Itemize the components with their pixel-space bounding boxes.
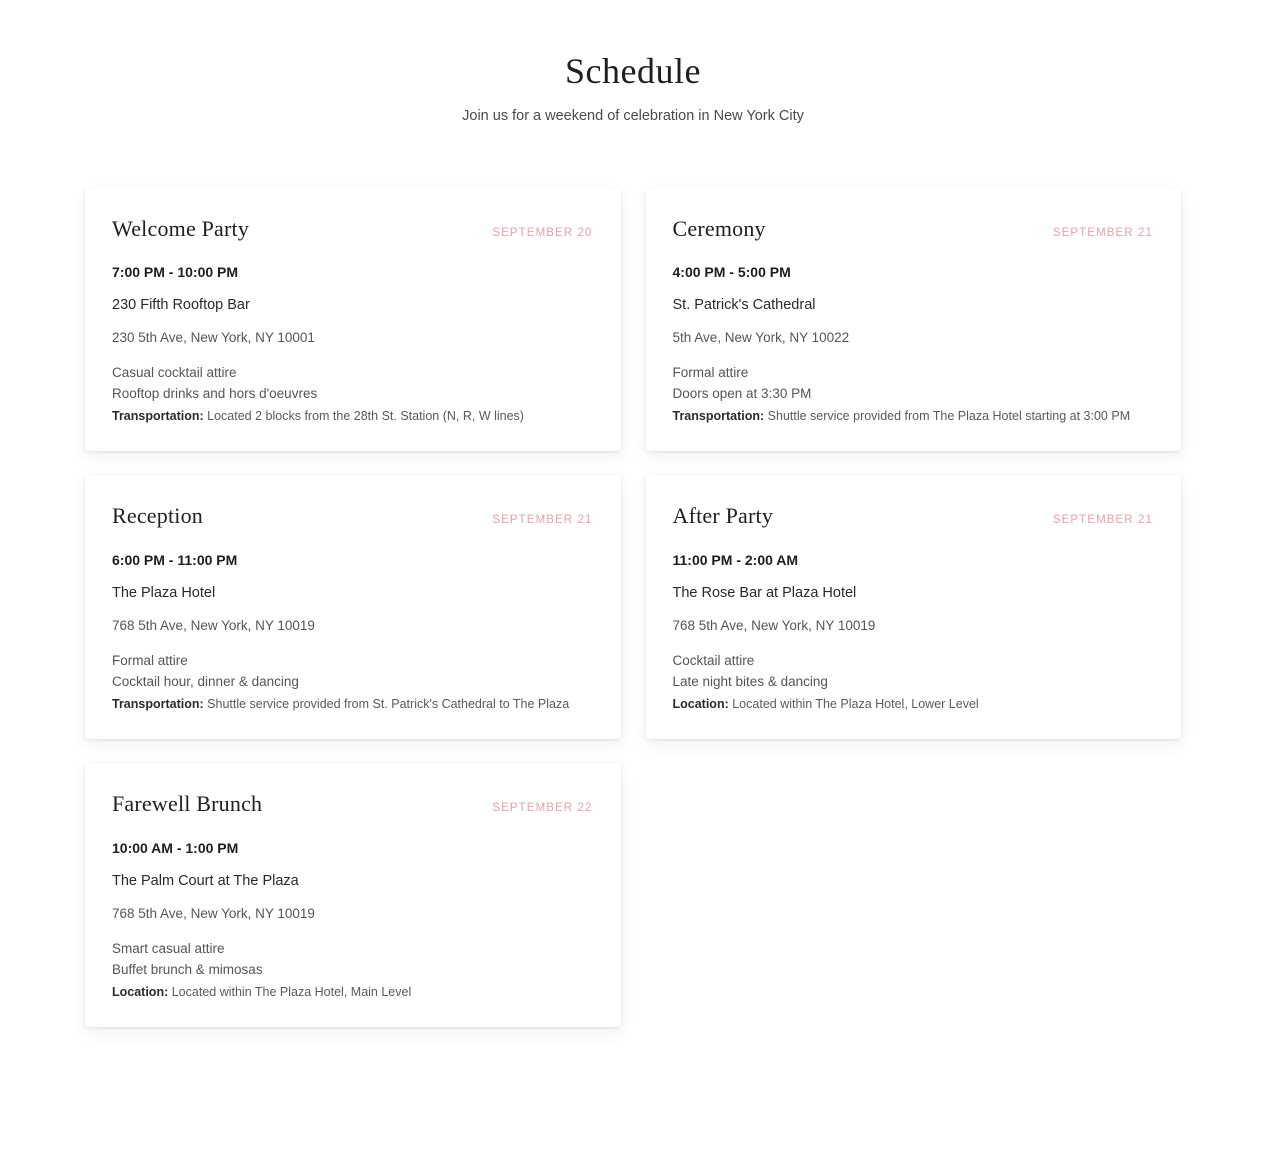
event-title: Farewell Brunch xyxy=(112,791,263,817)
event-note-text: Located within The Plaza Hotel, Main Level xyxy=(171,984,412,999)
event-time: 6:00 PM - 11:00 PM xyxy=(112,551,238,568)
event-card-header xyxy=(673,503,1154,529)
event-note-label: Transportation: xyxy=(112,408,204,423)
event-card-header xyxy=(112,503,593,529)
event-card xyxy=(85,188,621,452)
event-detail: Late night bites & dancing xyxy=(672,673,828,689)
event-card xyxy=(85,475,621,739)
page-subtitle: Join us for a weekend of celebration in New York City xyxy=(462,107,804,124)
event-address: 768 5th Ave, New York, NY 10019 xyxy=(112,905,315,921)
event-card xyxy=(646,475,1182,739)
event-note-label: Transportation: xyxy=(112,696,204,711)
event-title: Welcome Party xyxy=(112,215,250,241)
event-date: SEPTEMBER 21 xyxy=(1052,226,1153,239)
event-note xyxy=(673,696,1154,714)
event-attire: Formal attire xyxy=(672,364,749,380)
event-venue: St. Patrick's Cathedral xyxy=(672,296,816,313)
event-note-text: Shuttle service provided from St. Patrick's Cathedral to The Plaza xyxy=(207,696,570,711)
event-time: 7:00 PM - 10:00 PM xyxy=(112,263,239,280)
event-card xyxy=(646,188,1182,452)
event-attire: Smart casual attire xyxy=(112,940,225,956)
event-address: 230 5th Ave, New York, NY 10001 xyxy=(112,329,315,345)
event-time: 4:00 PM - 5:00 PM xyxy=(672,263,791,280)
event-attire: Cocktail attire xyxy=(672,652,755,668)
event-note xyxy=(112,984,593,1002)
event-detail: Doors open at 3:30 PM xyxy=(672,385,812,401)
event-card-header xyxy=(673,216,1154,242)
event-address: 768 5th Ave, New York, NY 10019 xyxy=(672,617,876,633)
schedule-grid xyxy=(0,124,1266,1028)
event-venue: The Rose Bar at Plaza Hotel xyxy=(672,584,857,601)
event-note xyxy=(112,696,593,714)
event-note-text: Shuttle service provided from The Plaza Hotel starting at 3:00 PM xyxy=(767,408,1131,423)
event-detail: Rooftop drinks and hors d'oeuvres xyxy=(112,385,318,401)
event-title: Reception xyxy=(112,503,203,529)
event-note-label: Location: xyxy=(672,696,729,711)
event-card-header xyxy=(112,791,593,817)
event-note xyxy=(673,408,1154,426)
event-detail: Cocktail hour, dinner & dancing xyxy=(112,673,299,689)
event-date: SEPTEMBER 22 xyxy=(492,802,593,815)
event-note-text: Located within The Plaza Hotel, Lower Level xyxy=(732,696,979,711)
event-note-label: Transportation: xyxy=(672,408,765,423)
page-title: Schedule xyxy=(565,51,701,91)
event-card xyxy=(85,763,621,1027)
event-address: 5th Ave, New York, NY 10022 xyxy=(672,329,850,345)
event-time: 10:00 AM - 1:00 PM xyxy=(112,839,239,856)
event-venue: 230 Fifth Rooftop Bar xyxy=(112,296,250,313)
event-note xyxy=(112,408,593,426)
event-title: After Party xyxy=(672,503,774,529)
page-header xyxy=(0,0,1266,124)
event-venue: The Palm Court at The Plaza xyxy=(112,872,299,889)
event-title: Ceremony xyxy=(672,215,766,241)
event-address: 768 5th Ave, New York, NY 10019 xyxy=(112,617,315,633)
event-time: 11:00 PM - 2:00 AM xyxy=(672,551,799,568)
event-attire: Casual cocktail attire xyxy=(112,364,237,380)
event-card-header xyxy=(112,216,593,242)
event-venue: The Plaza Hotel xyxy=(112,584,216,601)
event-date: SEPTEMBER 21 xyxy=(492,514,593,527)
event-date: SEPTEMBER 21 xyxy=(1052,514,1153,527)
event-note-label: Location: xyxy=(112,984,169,999)
event-detail: Buffet brunch & mimosas xyxy=(112,961,263,977)
event-note-text: Located 2 blocks from the 28th St. Station (N, R, W lines) xyxy=(207,408,524,423)
event-attire: Formal attire xyxy=(112,652,188,668)
event-date: SEPTEMBER 20 xyxy=(492,226,593,239)
